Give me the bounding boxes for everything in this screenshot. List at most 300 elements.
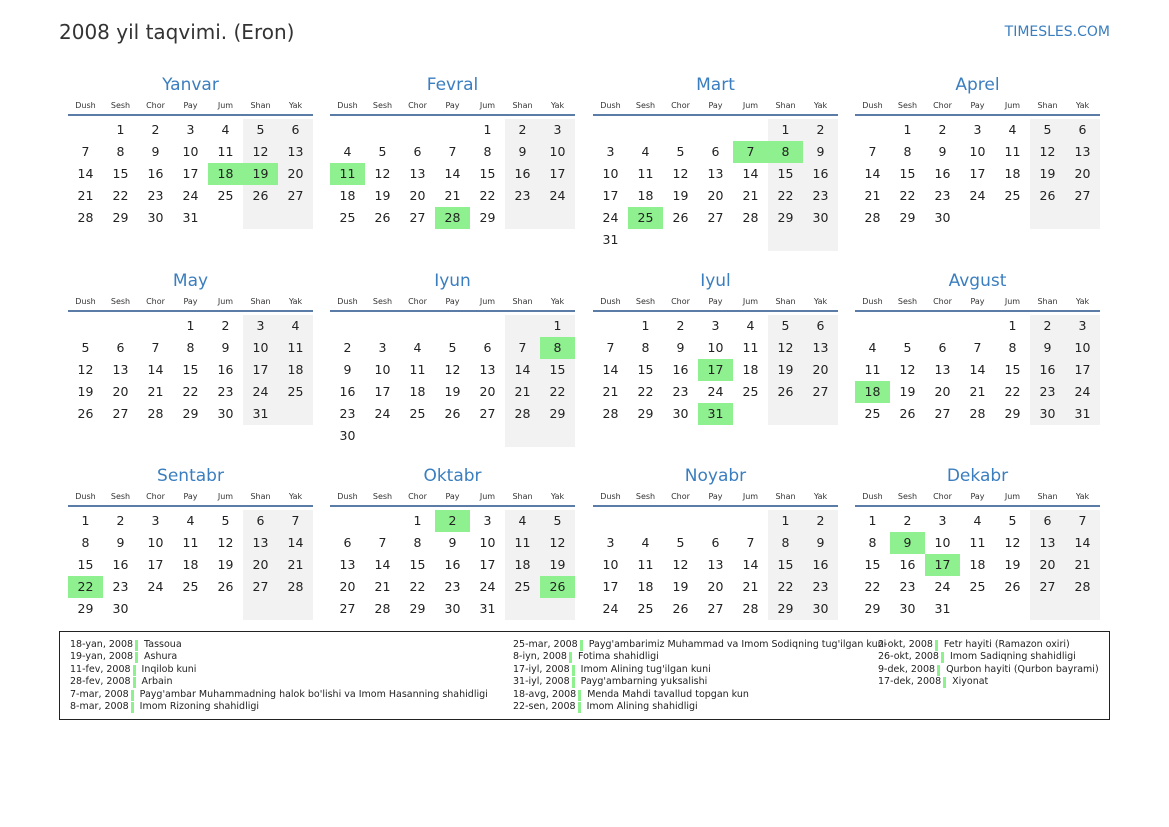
calendar-day: 16 [899, 557, 916, 572]
calendar-day: 23 [505, 185, 540, 207]
calendar-day: 10 [969, 144, 986, 159]
calendar-day: 26 [1004, 579, 1021, 594]
weekday-header [855, 96, 1100, 116]
calendar-day: 12 [672, 166, 689, 181]
calendar-day: 28 [742, 210, 759, 225]
weekday-label: Sesh [110, 100, 131, 110]
calendar-day: 17 [602, 579, 619, 594]
calendar-day: 14 [969, 362, 986, 377]
calendar-day: 11 [409, 362, 426, 377]
calendar-day: 28 [742, 601, 759, 616]
calendar-day: 10 [602, 557, 619, 572]
weekday-label: Jum [1004, 100, 1021, 110]
weekday-label: Chor [933, 100, 952, 110]
legend-column [878, 639, 1099, 689]
calendar-day: 28 [278, 576, 313, 598]
calendar-day: 3 [606, 535, 615, 550]
holiday-day: 28 [435, 207, 470, 229]
calendar-day: 31 [934, 601, 951, 616]
calendar-day: 4 [343, 144, 352, 159]
weekday-label: Yak [1075, 296, 1090, 306]
weekday-label: Sesh [372, 491, 393, 501]
holiday-day: 18 [855, 381, 890, 403]
holiday-day: 11 [330, 163, 365, 185]
legend-item [513, 639, 886, 651]
holiday-day: 2 [435, 510, 470, 532]
legend-name: Menda Mahdi tavallud topgan kun [587, 688, 749, 700]
calendar-day: 9 [343, 362, 352, 377]
calendar-day: 30 [339, 428, 356, 443]
calendar-day: 24 [602, 210, 619, 225]
calendar-day: 13 [112, 362, 129, 377]
month-name: Sentabr [157, 466, 224, 486]
legend-name: Imom Alining shahidligi [586, 700, 698, 712]
calendar-day: 27 [479, 406, 496, 421]
calendar-day: 19 [374, 188, 391, 203]
weekday-label: Pay [708, 296, 723, 306]
calendar-day: 19 [540, 554, 575, 576]
holiday-marker [572, 677, 575, 688]
calendar-day: 2 [803, 119, 838, 141]
weekday-label: Dush [862, 491, 883, 501]
calendar-day: 7 [868, 144, 877, 159]
calendar-day: 13 [1065, 141, 1100, 163]
calendar-day: 19 [768, 359, 803, 381]
calendar-day: 23 [803, 576, 838, 598]
holiday-legend [59, 631, 1110, 720]
calendar-day: 17 [182, 166, 199, 181]
calendar-day: 4 [413, 340, 422, 355]
holiday-marker [133, 677, 136, 688]
calendar-day: 29 [768, 598, 803, 620]
calendar-day: 31 [602, 232, 619, 247]
weekend-shade [505, 207, 540, 229]
legend-name: Imom Alining tug'ilgan kuni [580, 663, 711, 675]
month-name: Iyun [434, 271, 471, 291]
calendar-day: 12 [768, 337, 803, 359]
calendar-day: 3 [711, 318, 720, 333]
calendar-day: 17 [374, 384, 391, 399]
calendar-day: 19 [1030, 163, 1065, 185]
calendar-day: 25 [1004, 188, 1021, 203]
calendar-day: 12 [1004, 535, 1021, 550]
legend-name: Payg'ambarning yuksalishi [580, 676, 708, 688]
weekday-header [68, 292, 313, 312]
calendar-day: 24 [707, 384, 724, 399]
calendar-day: 6 [483, 340, 492, 355]
legend-name: Imom Rizoning shahidligi [139, 700, 260, 712]
legend-date: 2-okt, 2008 [878, 639, 933, 650]
calendar-day: 28 [77, 210, 94, 225]
calendar-day: 1 [540, 315, 575, 337]
calendar-day: 21 [374, 579, 391, 594]
calendar-day: 20 [1030, 554, 1065, 576]
calendar-day: 27 [707, 601, 724, 616]
calendar-day: 11 [864, 362, 881, 377]
weekday-label: Sesh [110, 296, 131, 306]
weekday-label: Shan [1037, 296, 1058, 306]
calendar-day: 2 [221, 318, 230, 333]
weekday-label: Chor [671, 100, 690, 110]
calendar-day: 16 [1030, 359, 1065, 381]
calendar-day: 28 [374, 601, 391, 616]
calendar-day: 15 [768, 163, 803, 185]
calendar-day: 8 [413, 535, 422, 550]
legend-name: Ashura [144, 651, 178, 663]
calendar-day: 20 [243, 554, 278, 576]
calendar-day: 29 [768, 207, 803, 229]
weekday-label: Sesh [897, 100, 918, 110]
calendar-day: 13 [278, 141, 313, 163]
calendar-day: 26 [77, 406, 94, 421]
calendar-day: 11 [969, 535, 986, 550]
calendar-day: 31 [479, 601, 496, 616]
calendar-day: 9 [803, 532, 838, 554]
holiday-day: 31 [698, 403, 733, 425]
weekday-header [330, 96, 575, 116]
weekend-shade [505, 425, 540, 447]
weekday-label: Sesh [635, 100, 656, 110]
calendar-day: 22 [899, 188, 916, 203]
month-iyul [593, 270, 838, 444]
calendar-day: 3 [243, 315, 278, 337]
calendar-day: 9 [221, 340, 230, 355]
calendar-day: 11 [217, 144, 234, 159]
calendar-day: 30 [1030, 403, 1065, 425]
calendar-day: 5 [1030, 119, 1065, 141]
calendar-day: 22 [112, 188, 129, 203]
legend-date: 8-iyn, 2008 [513, 651, 567, 663]
weekday-label: Chor [671, 296, 690, 306]
calendar-day: 1 [186, 318, 195, 333]
weekday-label: Sesh [635, 491, 656, 501]
calendar-day: 24 [182, 188, 199, 203]
weekday-label: Shan [512, 100, 533, 110]
month-name: Iyul [700, 271, 731, 291]
holiday-marker [572, 665, 575, 676]
calendar-day: 20 [707, 188, 724, 203]
legend-item [70, 664, 488, 676]
calendar-day: 25 [742, 384, 759, 399]
calendar-day: 20 [339, 579, 356, 594]
holiday-day: 17 [925, 554, 960, 576]
weekday-label: Shan [775, 491, 796, 501]
holiday-day: 18 [208, 163, 243, 185]
legend-name: Imom Sadiqning shahidligi [949, 651, 1076, 663]
calendar-day: 20 [278, 163, 313, 185]
weekday-label: Jum [479, 100, 496, 110]
calendar-day: 13 [339, 557, 356, 572]
calendar-day: 10 [602, 166, 619, 181]
calendar-day: 15 [479, 166, 496, 181]
weekday-label: Yak [288, 491, 303, 501]
weekday-label: Shan [1037, 100, 1058, 110]
calendar-day: 1 [81, 513, 90, 528]
holiday-day: 9 [890, 532, 925, 554]
weekday-label: Dush [75, 100, 96, 110]
calendar-day: 3 [483, 513, 492, 528]
calendar-day: 21 [969, 384, 986, 399]
calendar-day: 25 [182, 579, 199, 594]
weekend-shade [278, 403, 313, 425]
holiday-marker [580, 640, 583, 651]
calendar-day: 22 [768, 576, 803, 598]
legend-date: 25-mar, 2008 [513, 639, 578, 650]
calendar-day: 19 [217, 557, 234, 572]
weekday-label: Chor [408, 296, 427, 306]
weekday-label: Pay [970, 491, 985, 501]
calendar-day: 6 [1065, 119, 1100, 141]
day-grid [330, 116, 575, 248]
calendar-day: 2 [151, 122, 160, 137]
calendar-day: 27 [112, 406, 129, 421]
calendar-day: 15 [409, 557, 426, 572]
calendar-day: 12 [243, 141, 278, 163]
calendar-day: 28 [505, 403, 540, 425]
calendar-day: 25 [339, 210, 356, 225]
calendar-day: 6 [711, 144, 720, 159]
calendar-day: 19 [1004, 557, 1021, 572]
holiday-day: 8 [768, 141, 803, 163]
calendar-day: 24 [540, 185, 575, 207]
weekday-label: Shan [250, 296, 271, 306]
calendar-day: 17 [602, 188, 619, 203]
calendar-day: 30 [934, 210, 951, 225]
calendar-day: 1 [903, 122, 912, 137]
calendar-day: 1 [768, 119, 803, 141]
legend-date: 17-dek, 2008 [878, 676, 942, 688]
weekend-shade [1030, 598, 1065, 620]
weekday-label: Yak [813, 491, 828, 501]
weekday-label: Jum [217, 491, 234, 501]
weekday-label: Dush [600, 491, 621, 501]
calendar-day: 21 [1065, 554, 1100, 576]
calendar-day: 27 [1065, 185, 1100, 207]
holiday-day: 8 [540, 337, 575, 359]
calendar-day: 26 [374, 210, 391, 225]
weekday-label: Jum [479, 491, 496, 501]
calendar-day: 29 [540, 403, 575, 425]
calendar-day: 9 [676, 340, 685, 355]
calendar-day: 10 [147, 535, 164, 550]
page-title: 2008 yil taqvimi. (Eron) [59, 20, 295, 44]
calendar-day: 16 [803, 554, 838, 576]
calendar-day: 10 [374, 362, 391, 377]
calendar-day: 4 [505, 510, 540, 532]
legend-date: 28-fev, 2008 [70, 676, 131, 688]
weekday-label: Yak [1075, 491, 1090, 501]
calendar-day: 6 [1030, 510, 1065, 532]
calendar-day: 23 [672, 384, 689, 399]
calendar-day: 4 [641, 144, 650, 159]
calendar-day: 8 [868, 535, 877, 550]
calendar-day: 1 [413, 513, 422, 528]
weekday-label: Chor [933, 491, 952, 501]
calendar-day: 24 [934, 579, 951, 594]
calendar-day: 3 [606, 144, 615, 159]
month-mart [593, 74, 838, 248]
legend-item [70, 689, 488, 701]
calendar-day: 20 [934, 384, 951, 399]
legend-column [513, 639, 886, 713]
legend-date: 22-sen, 2008 [513, 700, 576, 712]
weekday-label: Pay [183, 491, 198, 501]
calendar-day: 4 [868, 340, 877, 355]
calendar-day: 20 [409, 188, 426, 203]
legend-item [70, 676, 488, 688]
day-grid [855, 116, 1100, 248]
calendar-day: 23 [803, 185, 838, 207]
day-grid [330, 312, 575, 444]
weekday-label: Jum [1004, 491, 1021, 501]
calendar-day: 14 [742, 166, 759, 181]
weekday-label: Sesh [110, 491, 131, 501]
weekend-shade [1065, 598, 1100, 620]
calendar-day: 14 [505, 359, 540, 381]
calendar-day: 2 [343, 340, 352, 355]
calendar-day: 18 [505, 554, 540, 576]
calendar-day: 8 [186, 340, 195, 355]
legend-item [70, 701, 488, 713]
calendar-day: 3 [973, 122, 982, 137]
legend-item [513, 676, 886, 688]
legend-date: 18-avg, 2008 [513, 688, 577, 700]
calendar-day: 20 [112, 384, 129, 399]
holiday-marker [135, 652, 138, 663]
weekend-shade [505, 598, 540, 620]
weekend-shade [540, 598, 575, 620]
weekday-header [593, 292, 838, 312]
calendar-day: 30 [112, 601, 129, 616]
calendar-day: 4 [746, 318, 755, 333]
day-grid [68, 507, 313, 639]
calendar-day: 2 [903, 513, 912, 528]
day-grid [855, 312, 1100, 444]
weekday-label: Chor [933, 296, 952, 306]
calendar-day: 5 [221, 513, 230, 528]
calendar-day: 13 [409, 166, 426, 181]
holiday-marker [937, 665, 940, 676]
month-noyabr [593, 465, 838, 639]
legend-name: Fotima shahidligi [577, 651, 659, 663]
calendar-day: 3 [186, 122, 195, 137]
calendar-day: 6 [116, 340, 125, 355]
calendar-day: 18 [278, 359, 313, 381]
calendar-day: 20 [479, 384, 496, 399]
legend-item [513, 689, 886, 701]
legend-column [70, 639, 488, 713]
site-link[interactable]: TIMESLES.COM [1004, 24, 1110, 40]
calendar-day: 1 [641, 318, 650, 333]
weekday-label: Sesh [897, 491, 918, 501]
weekday-label: Sesh [372, 296, 393, 306]
calendar-day: 10 [540, 141, 575, 163]
calendar-day: 17 [969, 166, 986, 181]
calendar-day: 22 [637, 384, 654, 399]
calendar-day: 26 [217, 579, 234, 594]
calendar-day: 7 [973, 340, 982, 355]
calendar-day: 29 [637, 406, 654, 421]
calendar-day: 23 [217, 384, 234, 399]
calendar-day: 7 [278, 510, 313, 532]
calendar-day: 4 [186, 513, 195, 528]
calendar-day: 21 [742, 579, 759, 594]
weekday-label: Shan [775, 296, 796, 306]
calendar-day: 29 [182, 406, 199, 421]
month-name: Yanvar [162, 75, 219, 95]
calendar-day: 23 [934, 188, 951, 203]
calendar-day: 3 [378, 340, 387, 355]
calendar-day: 9 [505, 141, 540, 163]
calendar-day: 7 [151, 340, 160, 355]
weekday-label: Chor [408, 491, 427, 501]
weekday-label: Shan [1037, 491, 1058, 501]
weekday-header [855, 487, 1100, 507]
calendar-day: 6 [343, 535, 352, 550]
legend-item [513, 701, 886, 713]
calendar-day: 31 [182, 210, 199, 225]
day-grid [593, 507, 838, 639]
calendar-day: 17 [147, 557, 164, 572]
calendar-day: 19 [899, 384, 916, 399]
calendar-day: 2 [676, 318, 685, 333]
weekday-header [593, 96, 838, 116]
weekday-label: Shan [775, 100, 796, 110]
calendar-day: 27 [278, 185, 313, 207]
holiday-marker [133, 665, 136, 676]
calendar-day: 5 [768, 315, 803, 337]
weekday-header [330, 487, 575, 507]
calendar-day: 11 [278, 337, 313, 359]
month-aprel [855, 74, 1100, 248]
weekday-label: Jum [217, 296, 234, 306]
calendar-day: 29 [77, 601, 94, 616]
weekday-header [855, 292, 1100, 312]
calendar-day: 16 [505, 163, 540, 185]
legend-name: Fetr hayiti (Ramazon oxiri) [943, 639, 1070, 650]
calendar-day: 25 [278, 381, 313, 403]
calendar-day: 24 [969, 188, 986, 203]
calendar-day: 11 [182, 535, 199, 550]
holiday-day: 25 [628, 207, 663, 229]
weekday-label: Yak [288, 296, 303, 306]
calendar-day: 30 [444, 601, 461, 616]
calendar-day: 26 [243, 185, 278, 207]
legend-date: 8-mar, 2008 [70, 700, 129, 712]
holiday-day: 22 [68, 576, 103, 598]
calendar-day: 1 [116, 122, 125, 137]
weekday-label: Sesh [897, 296, 918, 306]
calendar-day: 3 [1065, 315, 1100, 337]
weekday-label: Pay [970, 296, 985, 306]
calendar-day: 10 [934, 535, 951, 550]
calendar-day: 13 [1030, 532, 1065, 554]
legend-name: Qurbon hayiti (Qurbon bayrami) [946, 663, 1099, 675]
weekend-shade [768, 229, 803, 251]
legend-item [513, 651, 886, 663]
weekday-label: Yak [813, 296, 828, 306]
calendar-day: 29 [1004, 406, 1021, 421]
legend-name: Arbain [141, 676, 173, 688]
calendar-day: 24 [479, 579, 496, 594]
calendar-day: 20 [1065, 163, 1100, 185]
calendar-day: 28 [1065, 576, 1100, 598]
legend-date: 26-okt, 2008 [878, 651, 939, 663]
calendar-day: 21 [602, 384, 619, 399]
calendar-day: 30 [899, 601, 916, 616]
calendar-day: 14 [742, 557, 759, 572]
calendar-day: 24 [147, 579, 164, 594]
